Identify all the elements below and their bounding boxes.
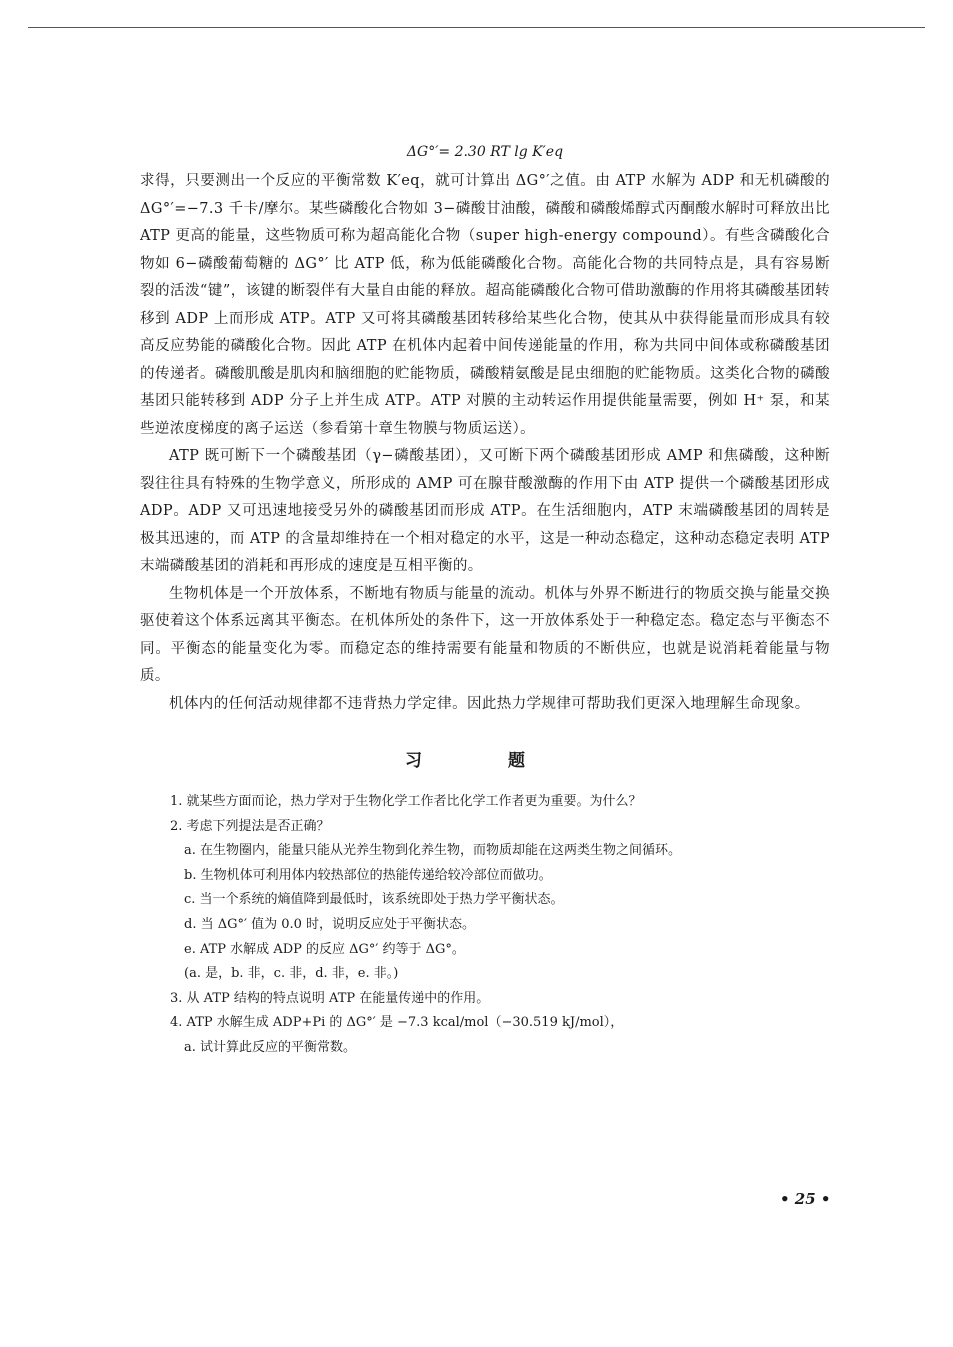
paragraph-3: 生物机体是一个开放体系，不断地有物质与能量的流动。机体与外界不断进行的物质交换与能量交换驱使着这个体系远离其平衡态。在机体所处的条件下，这一开放体系处于一种稳定态。稳定态与平衡态不同。平衡态的能量变化为零。而稳定态的维持需要有能量和物质的不断供应，也就是说消耗着能量与物质。 bbox=[140, 585, 830, 684]
page-body bbox=[140, 142, 830, 1061]
page-number: • 25 • bbox=[780, 1190, 831, 1208]
exercise-list bbox=[140, 790, 830, 1061]
exercises-title: 习 题 bbox=[405, 751, 565, 771]
exercise-subitem: a. 在生物圈内，能量只能从光养生物到化养生物，而物质却能在这两类生物之间循环。 bbox=[184, 843, 682, 859]
exercise-item: 1. 就某些方面而论，热力学对于生物化学工作者比化学工作者更为重要。为什么？ bbox=[170, 794, 642, 809]
exercise-answer: (a. 是，b. 非，c. 非，d. 非，e. 非。) bbox=[184, 966, 399, 982]
exercise-subitem: d. 当 ΔG°′ 值为 0.0 时，说明反应处于平衡状态。 bbox=[184, 916, 476, 932]
exercise-subitem: a. 试计算此反应的平衡常数。 bbox=[184, 1039, 357, 1055]
exercise-subitem: c. 当一个系统的熵值降到最低时，该系统即处于热力学平衡状态。 bbox=[184, 892, 564, 908]
exercise-subitem: e. ATP 水解成 ADP 的反应 ΔG°′ 约等于 ΔG°。 bbox=[184, 941, 465, 957]
top-rule bbox=[28, 27, 925, 28]
paragraph-4: 机体内的任何活动规律都不违背热力学定律。因此热力学规律可帮助我们更深入地理解生命现象。 bbox=[169, 695, 810, 712]
paragraph-1: 求得，只要测出一个反应的平衡常数 K′eq，就可计算出 ΔG°′之值。由 ATP 水解为 ADP 和无机磷酸的 ΔG°′=−7.3 千卡/摩尔。某些磷酸化合物如 3−磷酸甘油酸，磷酸和磷酸烯醇式丙酮酸水解时可释放出比 ATP 更高的能量，这些物质可称为超高能化合物（super high-energy compound）。有些含磷酸化合物如 6−磷酸葡萄糖的 ΔG°′ 比 ATP 低，称为低能磷酸化合物。高能化合物的共同特点是，具有容易断裂的活泼“键”，该键的断裂伴有大量自由能的释放。超高能磷酸化合物可借助激酶的作用将其磷酸基团转移到 ADP 上而形成 ATP。ATP 又可将其磷酸基团转移给某些化合物，使其从中获得能量而形成具有较高反应势能的磷酸化合物。因此 ATP 在机体内起着中间传递能量的作用，称为共同中间体或称磷酸基团的传递者。磷酸肌酸是肌肉和脑细胞的贮能物质，磷酸精氨酸是昆虫细胞的贮能物质。这类化合物的磷酸基团只能转移到 ADP 分子上并生成 ATP。ATP 对膜的主动转运作用提供能量需要，例如 H⁺ 泵，和某些逆浓度梯度的离子运送（参看第十章生物膜与物质运送）。 bbox=[140, 173, 830, 437]
exercise-item: 4. ATP 水解生成 ADP+Pi 的 ΔG°′ 是 −7.3 kcal/mol（−30.519 kJ/mol）， bbox=[170, 1015, 624, 1031]
exercise-subitem: b. 生物机体可利用体内较热部位的热能传递给较冷部位而做功。 bbox=[184, 867, 552, 883]
exercise-item: 3. 从 ATP 结构的特点说明 ATP 在能量传递中的作用。 bbox=[170, 990, 490, 1006]
paragraph-2: ATP 既可断下一个磷酸基团（γ−磷酸基团），又可断下两个磷酸基团形成 AMP 和焦磷酸，这种断裂往往具有特殊的生物学意义，所形成的 AMP 可在腺苷酸激酶的作用下由 ATP 提供一个磷酸基团形成 ADP。ADP 又可迅速地接受另外的磷酸基团而形成 ATP。在生活细胞内，ATP 末端磷酸基团的周转是极其迅速的，而 ATP 的含量却维持在一个相对稳定的水平，这是一种动态稳定，这种动态稳定表明 ATP 末端磷酸基团的消耗和再形成的速度是互相平衡的。 bbox=[140, 448, 830, 574]
exercise-item: 2. 考虑下列提法是否正确？ bbox=[170, 818, 330, 834]
equation: ΔG°′= 2.30 RT lg K′eq bbox=[406, 144, 564, 160]
